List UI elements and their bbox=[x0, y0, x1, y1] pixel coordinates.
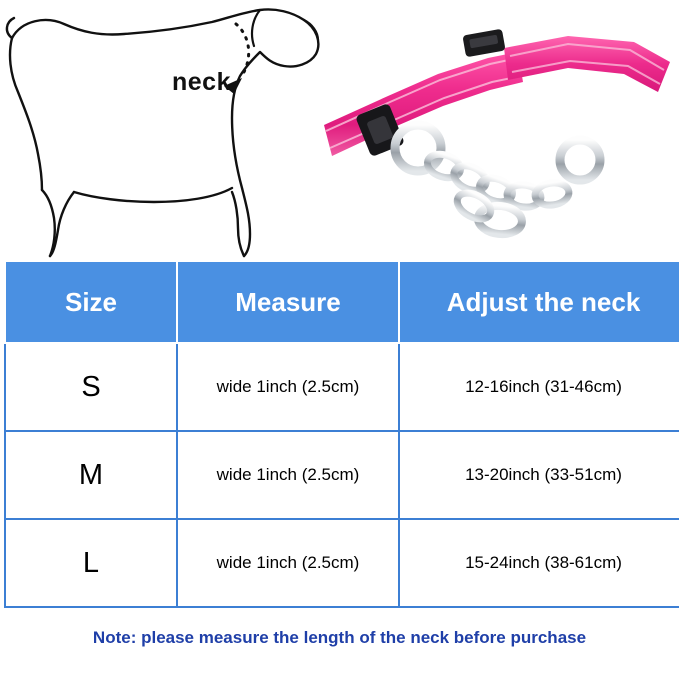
cell-size: L bbox=[5, 519, 177, 607]
cell-measure: wide 1inch (2.5cm) bbox=[177, 431, 399, 519]
dog-outline-icon bbox=[4, 2, 324, 258]
cell-size: M bbox=[5, 431, 177, 519]
collar-photo bbox=[318, 0, 679, 258]
cell-size: S bbox=[5, 343, 177, 431]
size-table bbox=[4, 260, 679, 608]
size-table-body bbox=[5, 343, 679, 607]
illustration-area bbox=[0, 0, 679, 258]
cell-measure: wide 1inch (2.5cm) bbox=[177, 519, 399, 607]
cell-adjust: 13-20inch (33-51cm) bbox=[399, 431, 679, 519]
column-header-adjust: Adjust the neck bbox=[399, 261, 679, 343]
pink-martingale-dog-collar-photo bbox=[318, 0, 679, 258]
column-header-measure: Measure bbox=[177, 261, 399, 343]
table-header-row bbox=[5, 261, 679, 343]
table-row bbox=[5, 343, 679, 431]
neck-label: neck bbox=[172, 68, 231, 96]
cell-adjust: 12-16inch (31-46cm) bbox=[399, 343, 679, 431]
column-header-size: Size bbox=[5, 261, 177, 343]
cell-adjust: 15-24inch (38-61cm) bbox=[399, 519, 679, 607]
cell-measure: wide 1inch (2.5cm) bbox=[177, 343, 399, 431]
neck-measure-dotted-arc bbox=[236, 24, 249, 72]
note-text: Note: please measure the length of the neck before purchase bbox=[92, 628, 587, 647]
table-row bbox=[5, 431, 679, 519]
dog-diagram bbox=[0, 0, 330, 258]
size-table-head bbox=[5, 261, 679, 343]
table-row bbox=[5, 519, 679, 607]
